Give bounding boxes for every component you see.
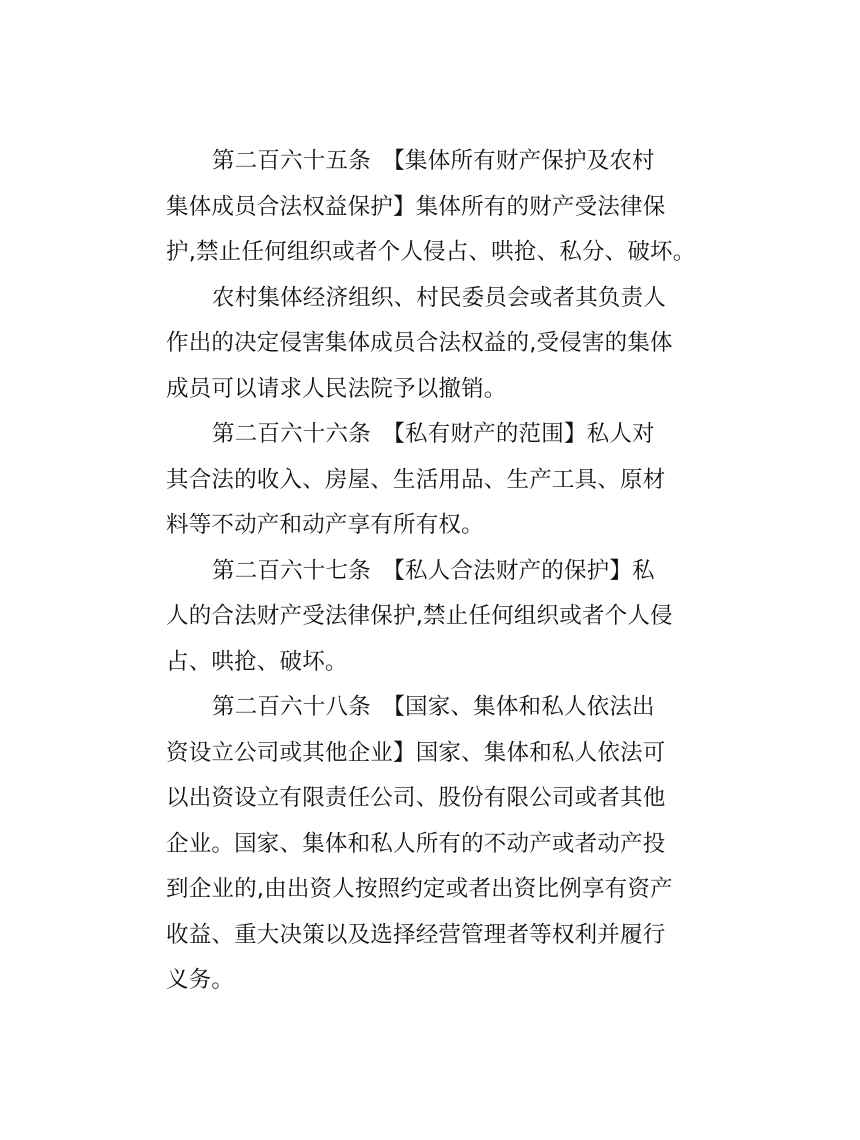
text-line: 占、哄抢、破坏。 xyxy=(166,648,348,675)
text-line: 义务。 xyxy=(166,967,235,993)
text-line: 成员可以请求人民法院予以撤销。 xyxy=(166,375,507,402)
text-line: 到企业的,由出资人按照约定或者出资比例享有资产 xyxy=(166,876,673,902)
article-265-second-paragraph xyxy=(166,276,706,413)
text-line: 第二百六十六条 【私有财产的范围】私人对 xyxy=(212,421,655,447)
text-line: 集体成员合法权益保护】集体所有的财产受法律保 xyxy=(166,193,666,220)
text-line: 农村集体经济组织、村民委员会或者其负责人 xyxy=(212,284,667,311)
text-line: 收益、重大决策以及选择经营管理者等权利并履行 xyxy=(166,921,666,948)
text-line: 第二百六十五条 【集体所有财产保护及农村 xyxy=(212,148,655,174)
text-line: 以出资设立有限责任公司、股份有限公司或者其他 xyxy=(166,785,666,811)
article-268-paragraph xyxy=(166,685,706,1004)
text-line: 资设立公司或其他企业】国家、集体和私人依法可 xyxy=(166,739,666,766)
article-267-paragraph xyxy=(166,549,706,686)
article-266-paragraph xyxy=(166,412,706,549)
text-line: 作出的决定侵害集体成员合法权益的,受侵害的集体 xyxy=(166,330,673,356)
text-line: 护,禁止任何组织或者个人侵占、哄抢、私分、破坏。 xyxy=(166,239,696,265)
text-line: 第二百六十七条 【私人合法财产的保护】私 xyxy=(212,557,655,584)
text-line: 人的合法财产受法律保护,禁止任何组织或者个人侵 xyxy=(166,603,673,629)
text-line: 企业。国家、集体和私人所有的不动产或者动产投 xyxy=(166,830,666,857)
text-line: 第二百六十八条 【国家、集体和私人依法出 xyxy=(212,694,655,720)
document-body xyxy=(166,139,706,1004)
article-265-paragraph xyxy=(166,139,706,276)
text-line: 料等不动产和动产享有所有权。 xyxy=(166,512,484,538)
text-line: 其合法的收入、房屋、生活用品、生产工具、原材 xyxy=(166,466,666,493)
